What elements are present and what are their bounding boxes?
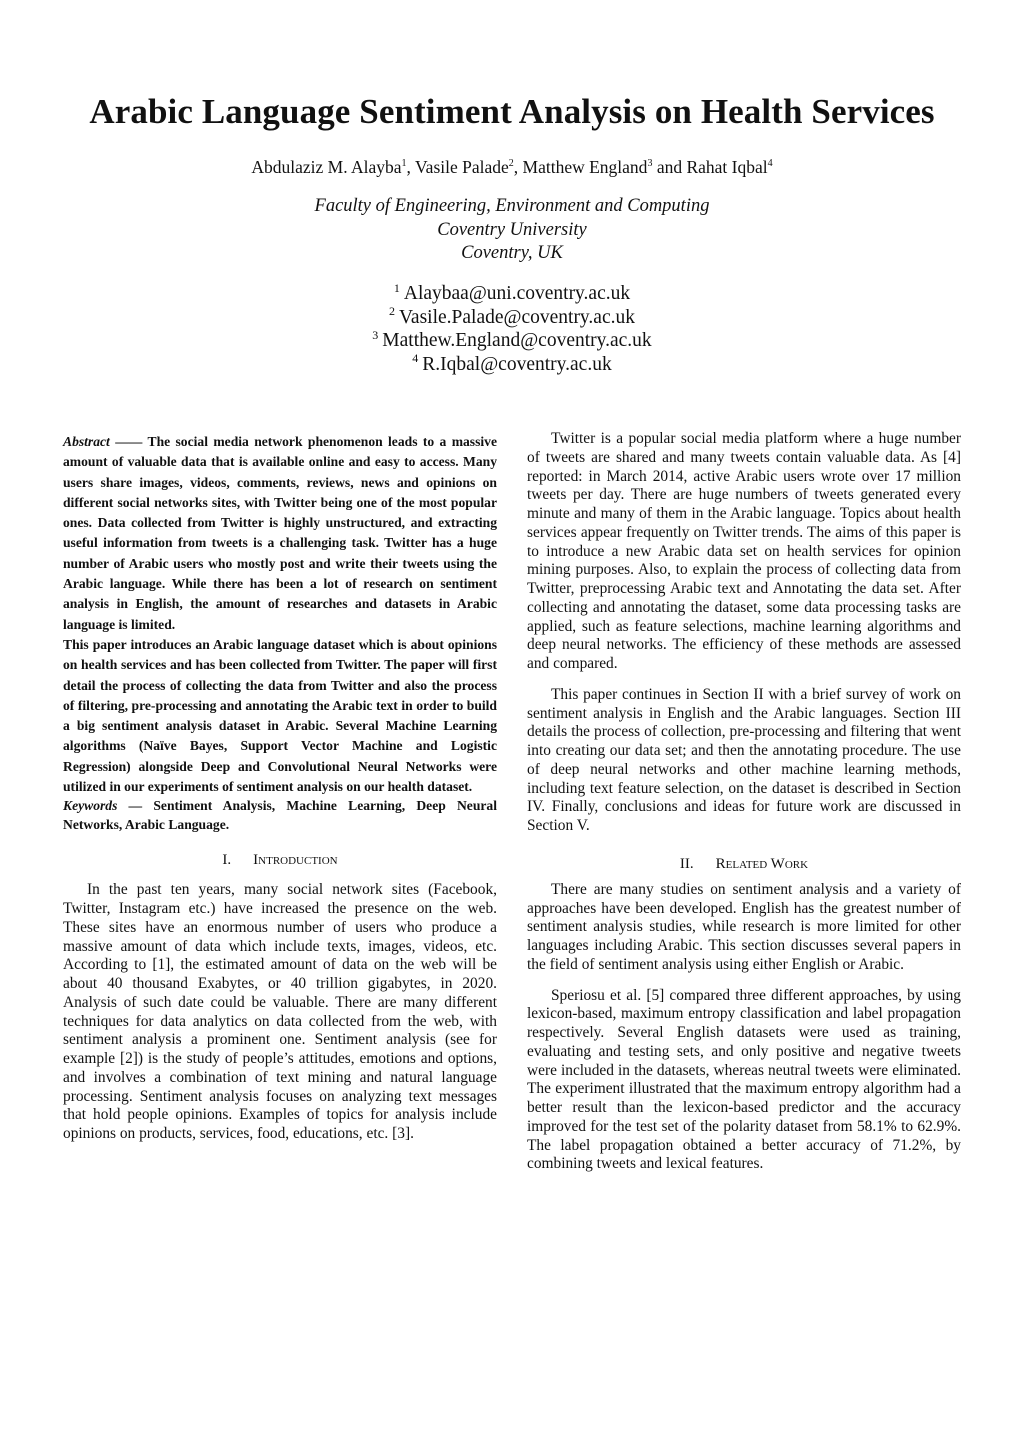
author-separator: ,: [406, 157, 415, 177]
author-affiliation-mark: 4: [767, 158, 773, 170]
email-address: R.Iqbal@coventry.ac.uk: [422, 353, 612, 375]
body-paragraph: Speriosu et al. [5] compared three different approaches, by using lexicon-based, maximum entropy classification and label propagation respectively. Several English datasets were used as training, evaluating and testing sets, and only positive and negative tweets were included in the datasets, whereas neutral tweets were eliminated. The experiment illustrated that the maximum entropy algorithm had a better result than the lexicon-based predictor and the accuracy improved for the test set of the polarity dataset from 58.1% to 62.9%. The label propagation obtained a better accuracy of 71.2%, by combining tweets and lexical features.: [527, 986, 961, 1173]
abstract-label: Abstract: [63, 434, 110, 449]
email-line: [0, 306, 1024, 330]
section-heading-related-work: [527, 856, 961, 873]
email-mark: 2: [389, 304, 395, 318]
author-name: Matthew England: [522, 157, 648, 177]
section-heading-introduction: [63, 852, 497, 869]
section-number: I.: [222, 852, 232, 869]
keywords-label: Keywords: [63, 798, 118, 814]
author-name: Vasile Palade: [414, 157, 509, 177]
keywords-paragraph: [63, 797, 497, 834]
body-paragraph: Twitter is a popular social media platform where a huge number of tweets are shared and many tweets contain valuable data. As [4] reported: in March 2014, active Arabic users wrote over 17 million tweets per day. There are huge numbers of tweets generated every minute and many of them in the Arabic language. Topics about health services appear frequently on Twitter trends. The aims of this paper is to introduce a new Arabic data set on health services for opinion mining purposes. Also, to explain the process of collecting data from Twitter, preprocessing Arabic text and Annotating the data set. After collecting and annotating the dataset, some data processing tasks are applied, such as feature selections, machine learning algorithms and deep neural networks. The efficiency of these methods are assessed and compared.: [527, 430, 961, 672]
affiliation-block: [0, 195, 1024, 266]
body-paragraph: In the past ten years, many social network sites (Facebook, Twitter, Instagram etc.) have increased the presence on the web. These sites have an enormous number of users who produce a massive amount of data which include texts, images, videos, etc. According to [1], the estimated amount of data on the web will be about 40 thousand Exabytes, or 40 trillion gigabytes, in 2020. Analysis of such date could be valuable. There are many different techniques for data analytics on data collected from the web, with sentiment analysis a prominent one. Sentiment analysis (see for example [2]) is the study of people’s attitudes, emotions and options, and involves a combination of text mining and natural language processing. Sentiment analysis focuses on analyzing text messages that hold people opinions. Examples of topics for analysis include opinions on products, services, food, educations, etc. [3].: [63, 881, 497, 1143]
left-column: [63, 430, 497, 1144]
email-address: Matthew.England@coventry.ac.uk: [382, 330, 652, 351]
affiliation-faculty: Faculty of Engineering, Environment and Computing: [314, 196, 710, 216]
email-mark: 4: [412, 351, 419, 365]
abstract-dash: ——: [109, 434, 148, 449]
keywords-dash: —: [117, 798, 154, 814]
abstract-paragraph: [63, 432, 497, 635]
author-list: [0, 157, 1024, 178]
body-paragraph: There are many studies on sentiment analysis and a variety of approaches have been developed. English has the greatest number of sentiment analysis studies, while research is more limited for other languages including Arabic. This section discusses several papers in the field of sentiment analysis using either English or Arabic.: [527, 880, 961, 973]
email-mark: 3: [372, 327, 379, 342]
affiliation-location: Coventry, UK: [461, 243, 563, 263]
email-address: Alaybaa@uni.coventry.ac.uk: [403, 283, 631, 304]
author-separator: ,: [513, 157, 523, 177]
section-number: II.: [679, 855, 694, 872]
author-separator: and: [652, 157, 687, 177]
body-paragraph: This paper continues in Section II with a brief survey of work on sentiment analysis in English and the Arabic languages. Section III details the process of collection, pre-processing and filtering that went into creating our data set; and then the annotating procedure. The use of deep neural networks and other machine learning methods, including text feature selection, on the dataset is described in Section IV. Finally, conclusions and ideas for future work are discussed in Section V.: [527, 685, 961, 834]
keywords-text: Sentiment Analysis, Machine Learning, Deep Neural Networks, Arabic Language.: [63, 798, 497, 832]
author-affiliation-mark: 2: [508, 158, 514, 170]
email-list: [0, 282, 1024, 376]
abstract-text: The social media network phenomenon leads to a massive amount of valuable data that is available online and easy to access. Many users share images, videos, comments, reviews, news and opinions on different social networks sites, with Twitter being one of the most popular ones. Data collected from Twitter is highly unstructured, and extracting useful information from tweets is a challenging task. Twitter has a huge number of Arabic users who mostly post and write their tweets using the Arabic language. While there has been a lot of research on sentiment analysis in English, the amount of researches and datasets in Arabic language is limited.: [63, 434, 497, 632]
abstract-paragraph: This paper introduces an Arabic language dataset which is about opinions on health services and has been collected from Twitter. The paper will first detail the process of collecting the data from Twitter and also the process of filtering, pre-processing and annotating the Arabic text in order to build a big sentiment analysis dataset in Arabic. Several Machine Learning algorithms (Naïve Bayes, Support Vector Machine and Logistic Regression) alongside Deep and Convolutional Neural Networks were utilized in our experiments of sentiment analysis on our health dataset.: [63, 636, 497, 795]
author-name: Abdulaziz M. Alayba: [251, 157, 402, 177]
paper-title: Arabic Language Sentiment Analysis on Health Services: [89, 92, 935, 131]
email-line: [0, 282, 1024, 306]
author-affiliation-mark: 1: [401, 158, 407, 170]
author-name: Rahat Iqbal: [686, 157, 768, 177]
email-mark: 1: [393, 280, 400, 295]
email-line: [0, 353, 1024, 377]
author-affiliation-mark: 3: [647, 158, 653, 170]
section-title: Introduction: [253, 852, 338, 869]
section-title: Related Work: [715, 855, 809, 872]
right-column: [527, 430, 961, 1174]
affiliation-university: Coventry University: [437, 219, 587, 240]
email-line: [0, 329, 1024, 353]
email-address: Vasile.Palade@coventry.ac.uk: [399, 306, 635, 328]
